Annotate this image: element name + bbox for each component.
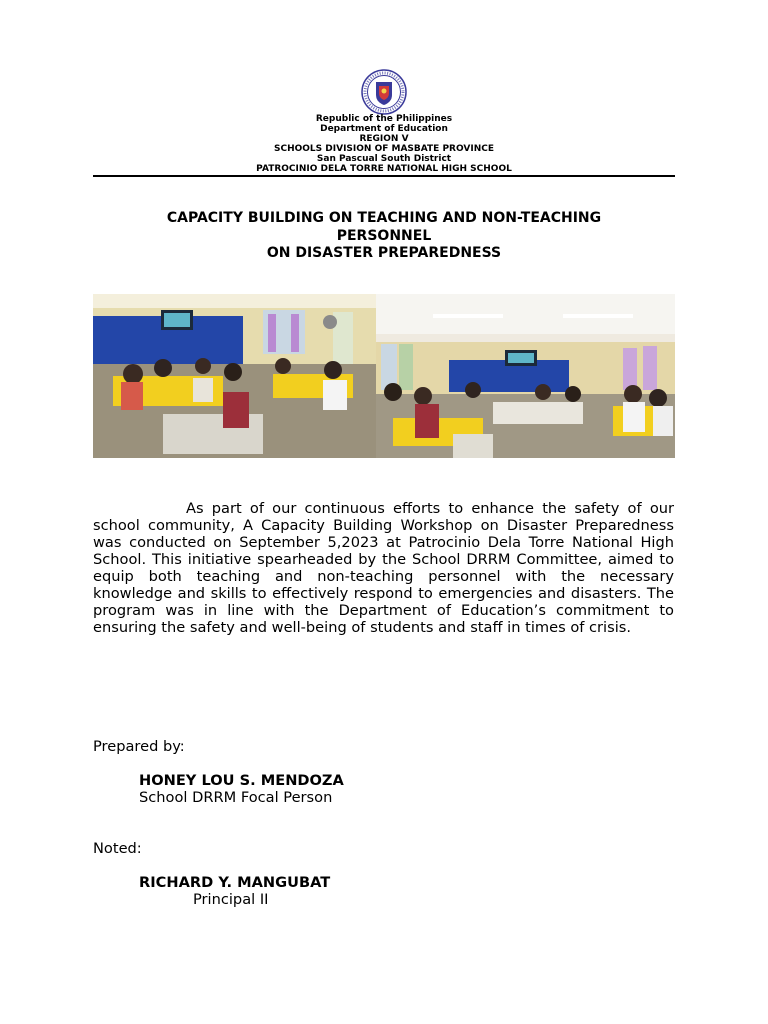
noted-label: Noted: — [93, 840, 142, 857]
letterhead-line-division: SCHOOLS DIVISION OF MASBATE PROVINCE — [274, 144, 494, 154]
preparer-name: HONEY LOU S. MENDOZA — [139, 772, 344, 789]
workshop-photos — [93, 294, 675, 458]
title-line-2: PERSONNEL — [336, 227, 432, 244]
letterhead-line-republic: Republic of the Philippines — [315, 114, 453, 124]
title-line-3: ON DISASTER PREPAREDNESS — [266, 245, 502, 261]
prepared-by-label: Prepared by: — [93, 738, 185, 755]
deped-seal-icon — [359, 69, 409, 115]
preparer-position: School DRRM Focal Person — [139, 789, 333, 806]
letterhead-line-school: PATROCINIO DELA TORRE NATIONAL HIGH SCHOOL — [256, 164, 512, 174]
letterhead — [93, 114, 675, 174]
letterhead-line-region: REGION V — [359, 134, 409, 144]
header-divider — [93, 175, 675, 177]
letterhead-line-department: Department of Education — [320, 124, 448, 134]
report-paragraph: As part of our continuous efforts to enhance the safety of our school community, A Capacity Building Workshop on Disaster Preparedness was conducted on September 5,2023 at Patrocinio Dela Torre National High School. This initiative spearheaded by the School DRRM Committee, aimed to equip both teaching and non-teaching personnel with the necessary knowledge and skills to effectively respond to emergencies and disasters. The program was in line with the Department of Education’s commitment to ensuring the safety and well-being of students and staff in times of crisis. — [93, 500, 674, 636]
document-title — [120, 210, 648, 263]
letterhead-line-district: San Pascual South District — [316, 154, 452, 164]
noter-name: RICHARD Y. MANGUBAT — [139, 874, 331, 891]
noter-position: Principal II — [193, 891, 269, 908]
workshop-photo-left — [93, 294, 376, 458]
workshop-photo-right — [376, 294, 675, 458]
title-line-1: CAPACITY BUILDING ON TEACHING AND NON-TEACHING — [166, 210, 602, 226]
